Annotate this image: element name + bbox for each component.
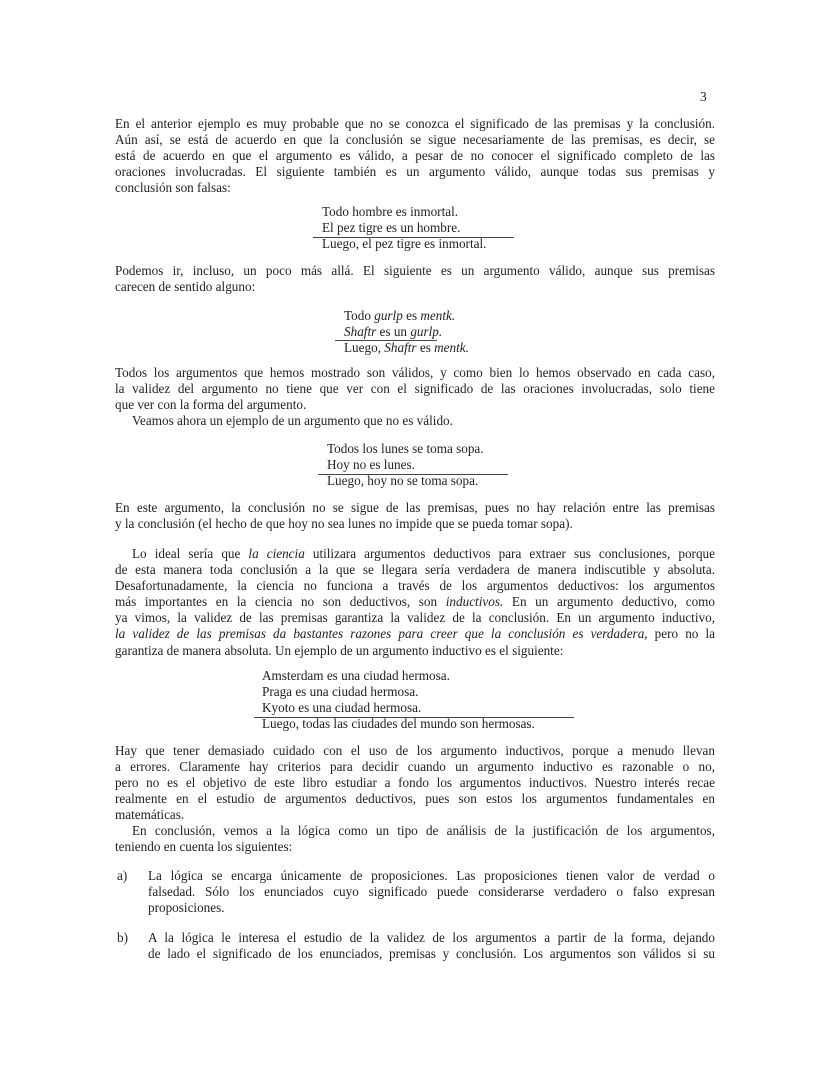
paragraph-science — [115, 546, 715, 659]
paragraph-inductive-caution — [115, 743, 715, 823]
text-line — [327, 441, 484, 457]
text-segment: garantiza de manera absoluta. Un ejemplo de un argumento inductivo es el siguiente: — [115, 642, 564, 658]
text-segment: Hoy no es lunes. — [327, 457, 415, 473]
list-label: a) — [117, 868, 128, 883]
text-line — [327, 457, 484, 473]
text-segment: teniendo en cuenta los siguientes: — [115, 839, 293, 855]
text-segment: proposiciones. — [148, 900, 225, 916]
text-segment: a errores. Claramente hay criterios para decidir cuando un argumento inductivo es razonable o no, — [115, 759, 715, 775]
text-segment: oraciones involucradas. El siguiente también es un argumento válido, aunque todas sus premisas y — [115, 164, 715, 180]
text-line — [115, 807, 715, 823]
text-segment: En conclusión, vemos a la lógica como un tipo de análisis de la justificación de los argumentos, — [132, 823, 715, 838]
text-segment: Desafortunadamente, la ciencia no funciona a través de los argumentos deductivos: los argumentos — [115, 578, 715, 594]
italic-text: la validez de las premisas da bastantes razones para creer que la conclusión es verdadera — [115, 626, 645, 642]
text-segment: En este argumento, la conclusión no se sigue de las premisas, pues no hay relación entre las premisas — [115, 500, 715, 515]
text-line — [115, 148, 715, 164]
text-segment: más importantes en la ciencia no son deductivos, son — [115, 594, 446, 610]
text-line — [115, 397, 715, 413]
text-line — [344, 308, 469, 324]
list-item-text — [148, 868, 715, 916]
text-line — [115, 578, 715, 594]
text-segment: está de acuerdo en que el argumento es válido, a pesar de no conocer el significado completo de las — [115, 148, 715, 164]
text-line — [115, 775, 715, 791]
text-line — [115, 759, 715, 775]
text-segment: matemáticas. — [115, 807, 185, 823]
text-segment: que ver con la forma del argumento. — [115, 397, 307, 413]
text-segment: Luego, todas las ciudades del mundo son hermosas. — [262, 716, 535, 732]
text-line — [148, 900, 715, 916]
argument-example-2 — [344, 308, 469, 356]
text-segment: La lógica se encarga únicamente de proposiciones. Las proposiciones tienen valor de verdad o — [148, 868, 715, 883]
text-segment: falsedad. Sólo los enunciados cuyo significado puede considerarse verdadero o falso expresan — [148, 884, 715, 900]
italic-text: Shaftr — [344, 324, 377, 340]
text-segment: Luego, hoy no se toma sopa. — [327, 473, 479, 489]
text-line — [344, 324, 469, 340]
text-segment: es — [402, 308, 421, 323]
text-segment: Luego, el pez tigre es inmortal. — [322, 236, 487, 252]
text-line — [115, 610, 715, 626]
text-line — [115, 791, 715, 807]
text-line — [115, 116, 715, 132]
text-segment: Aún así, se está de acuerdo en que la conclusión se sigue necesariamente de las premisas, es decir, se — [115, 132, 715, 148]
text-segment: El pez tigre es un hombre. — [322, 220, 461, 236]
text-segment: Podemos ir, incluso, un poco más allá. El siguiente es un argumento válido, aunque sus premisas — [115, 263, 715, 278]
text-segment: es — [416, 340, 435, 356]
argument-divider-line — [318, 474, 508, 475]
list-label: b) — [117, 930, 128, 945]
text-line — [322, 236, 486, 252]
text-line — [115, 500, 715, 516]
argument-divider-line — [335, 340, 437, 341]
text-line — [262, 684, 535, 700]
text-segment: , pero no la — [644, 626, 716, 642]
text-line — [115, 164, 715, 180]
italic-text: mentk. — [434, 340, 469, 356]
italic-text: gurlp. — [410, 324, 443, 340]
text-line — [322, 220, 486, 236]
text-segment: carecen de sentido alguno: — [115, 279, 256, 295]
text-line — [262, 668, 535, 684]
text-line — [322, 204, 486, 220]
text-line — [115, 132, 715, 148]
text-line — [115, 546, 715, 562]
text-segment: Todos los lunes se toma sopa. — [327, 441, 484, 456]
text-line — [115, 180, 715, 196]
text-segment: Praga es una ciudad hermosa. — [262, 684, 419, 700]
text-line — [115, 839, 715, 855]
text-line — [115, 365, 715, 381]
text-line — [115, 594, 715, 610]
text-segment: de lado el significado de los enunciados, premisas y conclusión. Los argumentos son válidos si su — [148, 946, 715, 962]
italic-text: gurlp — [374, 308, 403, 323]
text-line — [262, 716, 535, 732]
text-segment: Todo hombre es inmortal. — [322, 204, 459, 219]
text-line — [115, 626, 715, 642]
text-line — [148, 946, 715, 962]
text-line — [148, 930, 715, 946]
paragraph-conclusion — [115, 823, 715, 855]
italic-text: mentk. — [420, 308, 456, 323]
text-line — [115, 823, 715, 839]
argument-example-1 — [322, 204, 486, 252]
italic-text: Shaftr — [384, 340, 417, 356]
argument-divider-line — [254, 717, 574, 718]
text-segment: conclusión son falsas: — [115, 180, 231, 196]
page-number: 3 — [700, 89, 707, 104]
text-line — [115, 743, 715, 759]
text-segment: Todo — [344, 308, 375, 323]
text-segment: En un argumento deductivo, como — [503, 594, 716, 610]
text-segment: y la conclusión (el hecho de que hoy no sea lunes no impide que se pueda tomar sopa). — [115, 516, 573, 532]
argument-example-3 — [327, 441, 484, 489]
text-segment: Todos los argumentos que hemos mostrado son válidos, y como bien lo hemos observado en cada caso, — [115, 365, 715, 380]
text-line — [148, 868, 715, 884]
paragraph-nonsense — [115, 263, 715, 295]
text-line — [344, 340, 469, 356]
text-segment: pero no es el objetivo de este libro estudiar a fondo los argumentos inductivos. Nuestro interés recae — [115, 775, 715, 791]
text-segment: A la lógica le interesa el estudio de la validez de los argumentos a partir de la forma, dejando — [148, 930, 715, 945]
text-line — [115, 263, 715, 279]
text-segment: Luego, — [344, 340, 385, 356]
text-segment: ya vimos, la validez de las premisas garantiza la validez de la conclusión. En un argumento inductivo, — [115, 610, 715, 626]
text-line — [115, 562, 715, 578]
text-segment: es un — [376, 324, 411, 340]
text-segment: utilizara argumentos deductivos para extraer sus conclusiones, porque — [304, 546, 715, 561]
paragraph-validity-form — [115, 365, 715, 413]
italic-text: inductivos. — [445, 594, 504, 610]
text-segment: de esta manera toda conclusión a la que se llegara sería verdadera de manera indiscutible y absoluta. — [115, 562, 715, 578]
argument-example-4 — [262, 668, 535, 732]
text-line — [115, 381, 715, 397]
text-segment: Veamos ahora un ejemplo de un argumento que no es válido. — [132, 413, 453, 428]
paragraph-invalid-explanation — [115, 500, 715, 532]
text-segment: En el anterior ejemplo es muy probable que no se conozca el significado de las premisas y la conclusión. — [115, 116, 715, 131]
text-line — [115, 516, 715, 532]
paragraph-intro — [115, 116, 715, 196]
text-line — [115, 279, 715, 295]
text-line — [115, 643, 715, 659]
argument-divider-line — [313, 237, 514, 238]
text-segment: realmente en el estudio de argumentos deductivos, pues son estos los argumentos fundamentales en — [115, 791, 715, 807]
text-segment: Hay que tener demasiado cuidado con el uso de los argumento inductivos, porque a menudo llevan — [115, 743, 715, 758]
text-line — [262, 700, 535, 716]
text-line — [115, 413, 715, 429]
text-segment: Kyoto es una ciudad hermosa. — [262, 700, 422, 716]
list-item-text — [148, 930, 715, 962]
text-segment: Lo ideal sería que — [132, 546, 249, 561]
paragraph-invalid-intro — [115, 413, 715, 429]
italic-text: la ciencia — [248, 546, 305, 561]
text-segment: Amsterdam es una ciudad hermosa. — [262, 668, 450, 683]
text-segment: la validez del argumento no tiene que ver con el significado de las oraciones involucradas, solo tiene — [115, 381, 715, 397]
text-line — [327, 473, 484, 489]
text-line — [148, 884, 715, 900]
